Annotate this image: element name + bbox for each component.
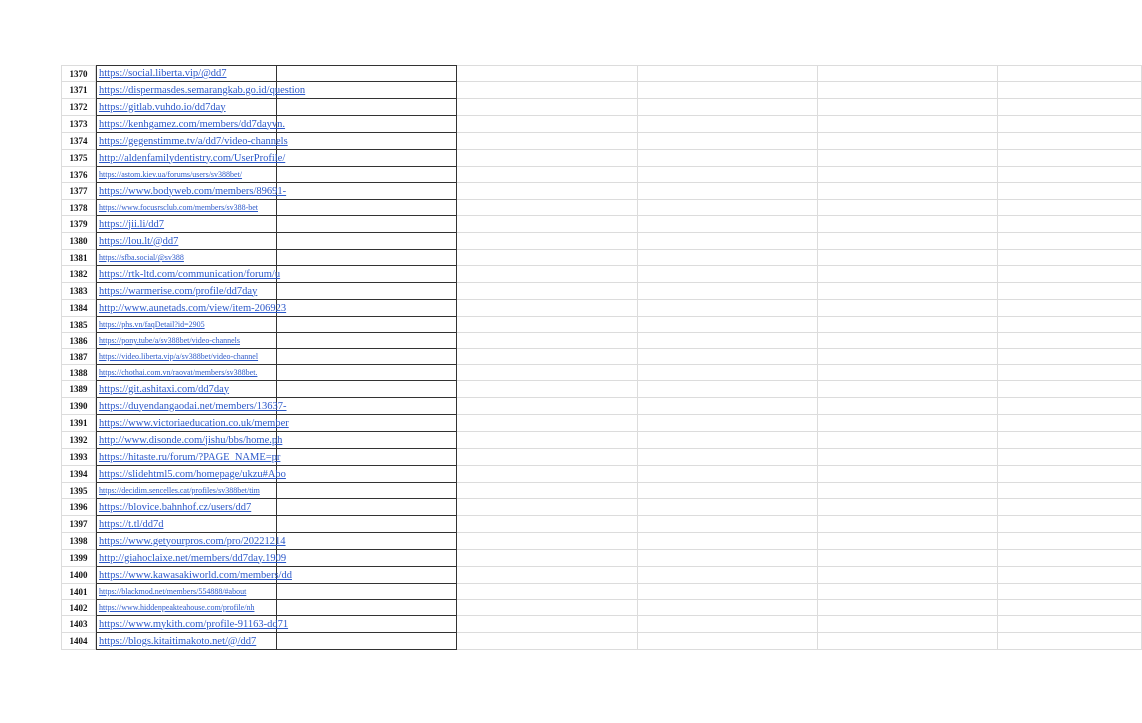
empty-cell — [277, 333, 457, 349]
empty-cell — [998, 333, 1142, 349]
empty-cell — [818, 633, 998, 650]
empty-cell — [818, 216, 998, 233]
url-link[interactable]: https://duyendangaodai.net/members/13637- — [96, 398, 277, 415]
row-number: 1373 — [61, 116, 96, 133]
row-number: 1395 — [61, 483, 96, 499]
row-number: 1375 — [61, 150, 96, 167]
empty-cell — [277, 82, 457, 99]
empty-cell — [457, 483, 638, 499]
empty-cell — [818, 449, 998, 466]
empty-cell — [457, 233, 638, 250]
empty-cell — [638, 233, 818, 250]
empty-cell — [457, 116, 638, 133]
empty-cell — [638, 499, 818, 516]
empty-cell — [457, 133, 638, 150]
empty-cell — [457, 65, 638, 82]
empty-cell — [638, 466, 818, 483]
row-number: 1380 — [61, 233, 96, 250]
empty-cell — [818, 283, 998, 300]
empty-cell — [638, 183, 818, 200]
empty-cell — [638, 283, 818, 300]
empty-cell — [818, 99, 998, 116]
row-number: 1385 — [61, 317, 96, 333]
empty-cell — [998, 116, 1142, 133]
empty-cell — [998, 300, 1142, 317]
empty-cell — [457, 183, 638, 200]
empty-cell — [277, 533, 457, 550]
empty-cell — [277, 183, 457, 200]
url-link[interactable]: https://gegenstimme.tv/a/dd7/video-channels — [96, 133, 277, 150]
empty-cell — [818, 365, 998, 381]
empty-cell — [457, 349, 638, 365]
empty-cell — [457, 99, 638, 116]
url-link[interactable]: http://giahoclaixe.net/members/dd7day.1909 — [96, 550, 277, 567]
empty-cell — [818, 550, 998, 567]
empty-cell — [638, 398, 818, 415]
empty-cell — [277, 99, 457, 116]
empty-cell — [818, 516, 998, 533]
empty-cell — [818, 300, 998, 317]
empty-cell — [818, 266, 998, 283]
empty-cell — [457, 200, 638, 216]
empty-cell — [277, 300, 457, 317]
empty-cell — [818, 483, 998, 499]
empty-cell — [457, 432, 638, 449]
empty-cell — [457, 398, 638, 415]
empty-cell — [818, 432, 998, 449]
empty-cell — [277, 150, 457, 167]
empty-cell — [818, 150, 998, 167]
url-link[interactable]: https://blovice.bahnhof.cz/users/dd7 — [96, 499, 277, 516]
empty-cell — [998, 317, 1142, 333]
empty-cell — [277, 200, 457, 216]
row-number: 1374 — [61, 133, 96, 150]
empty-cell — [457, 300, 638, 317]
url-link[interactable]: https://pony.tube/a/sv388bet/video-channels — [96, 333, 277, 349]
empty-cell — [818, 200, 998, 216]
empty-cell — [638, 381, 818, 398]
url-link[interactable]: http://www.disonde.com/jishu/bbs/home.ph — [96, 432, 277, 449]
empty-cell — [638, 99, 818, 116]
empty-cell — [818, 600, 998, 616]
url-link[interactable]: https://decidim.sencelles.cat/profiles/sv388bet/tim — [96, 483, 277, 499]
spreadsheet-grid — [61, 65, 963, 650]
row-number: 1396 — [61, 499, 96, 516]
row-number: 1397 — [61, 516, 96, 533]
row-number: 1389 — [61, 381, 96, 398]
empty-cell — [277, 216, 457, 233]
empty-cell — [818, 65, 998, 82]
empty-cell — [457, 567, 638, 584]
row-number: 1400 — [61, 567, 96, 584]
url-link[interactable]: https://lou.lt/@dd7 — [96, 233, 277, 250]
url-link[interactable]: https://www.kawasakiworld.com/members/dd — [96, 567, 277, 584]
empty-cell — [998, 567, 1142, 584]
row-number: 1371 — [61, 82, 96, 99]
empty-cell — [818, 116, 998, 133]
empty-cell — [818, 584, 998, 600]
empty-cell — [998, 200, 1142, 216]
empty-cell — [998, 233, 1142, 250]
empty-cell — [457, 550, 638, 567]
empty-cell — [457, 365, 638, 381]
row-number: 1394 — [61, 466, 96, 483]
empty-cell — [277, 466, 457, 483]
empty-cell — [457, 266, 638, 283]
url-link[interactable]: https://sfba.social/@sv388 — [96, 250, 277, 266]
empty-cell — [998, 216, 1142, 233]
url-link[interactable]: https://git.ashitaxi.com/dd7day — [96, 381, 277, 398]
empty-cell — [277, 365, 457, 381]
empty-cell — [998, 633, 1142, 650]
empty-cell — [638, 584, 818, 600]
url-link[interactable]: https://jii.li/dd7 — [96, 216, 277, 233]
empty-cell — [277, 116, 457, 133]
empty-cell — [638, 300, 818, 317]
empty-cell — [638, 250, 818, 266]
empty-cell — [638, 449, 818, 466]
empty-cell — [638, 150, 818, 167]
url-link[interactable]: https://chothai.com.vn/raovat/members/sv388bet. — [96, 365, 277, 381]
url-link[interactable]: https://slidehtml5.com/homepage/ukzu#Abo — [96, 466, 277, 483]
empty-cell — [998, 167, 1142, 183]
empty-cell — [457, 150, 638, 167]
empty-cell — [818, 499, 998, 516]
url-link[interactable]: https://gitlab.vuhdo.io/dd7day — [96, 99, 277, 116]
row-number: 1390 — [61, 398, 96, 415]
empty-cell — [638, 567, 818, 584]
empty-cell — [998, 99, 1142, 116]
empty-cell — [818, 415, 998, 432]
url-link[interactable]: https://blogs.kitaitimakoto.net/@/dd7 — [96, 633, 277, 650]
empty-cell — [818, 398, 998, 415]
url-link[interactable]: https://blackmod.net/members/554888/#about — [96, 584, 277, 600]
url-link[interactable]: https://www.focusrsclub.com/members/sv388-bet — [96, 200, 277, 216]
row-number: 1383 — [61, 283, 96, 300]
empty-cell — [277, 584, 457, 600]
url-link[interactable]: https://www.mykith.com/profile-91163-dd71 — [96, 616, 277, 633]
empty-cell — [998, 415, 1142, 432]
empty-cell — [277, 616, 457, 633]
empty-cell — [638, 533, 818, 550]
empty-cell — [277, 415, 457, 432]
empty-cell — [457, 283, 638, 300]
row-number: 1376 — [61, 167, 96, 183]
empty-cell — [277, 133, 457, 150]
url-link[interactable]: https://www.bodyweb.com/members/89691- — [96, 183, 277, 200]
empty-cell — [998, 266, 1142, 283]
empty-cell — [277, 381, 457, 398]
empty-cell — [277, 499, 457, 516]
empty-cell — [457, 633, 638, 650]
empty-cell — [638, 216, 818, 233]
empty-cell — [277, 233, 457, 250]
empty-cell — [457, 317, 638, 333]
empty-cell — [638, 349, 818, 365]
empty-cell — [457, 250, 638, 266]
empty-cell — [638, 432, 818, 449]
empty-cell — [818, 133, 998, 150]
empty-cell — [638, 616, 818, 633]
row-number: 1388 — [61, 365, 96, 381]
row-number: 1379 — [61, 216, 96, 233]
row-number: 1378 — [61, 200, 96, 216]
empty-cell — [277, 516, 457, 533]
empty-cell — [457, 584, 638, 600]
empty-cell — [998, 82, 1142, 99]
empty-cell — [998, 250, 1142, 266]
empty-cell — [277, 567, 457, 584]
empty-cell — [818, 167, 998, 183]
empty-cell — [638, 133, 818, 150]
empty-cell — [277, 483, 457, 499]
empty-cell — [998, 381, 1142, 398]
empty-cell — [998, 133, 1142, 150]
empty-cell — [277, 266, 457, 283]
empty-cell — [818, 317, 998, 333]
empty-cell — [998, 550, 1142, 567]
empty-cell — [998, 65, 1142, 82]
url-link[interactable]: https://hitaste.ru/forum/?PAGE_NAME=pr — [96, 449, 277, 466]
row-number: 1387 — [61, 349, 96, 365]
empty-cell — [277, 349, 457, 365]
empty-cell — [277, 633, 457, 650]
empty-cell — [998, 398, 1142, 415]
row-number: 1391 — [61, 415, 96, 432]
row-number: 1372 — [61, 99, 96, 116]
empty-cell — [457, 499, 638, 516]
empty-cell — [457, 533, 638, 550]
empty-cell — [457, 516, 638, 533]
row-number: 1393 — [61, 449, 96, 466]
empty-cell — [998, 183, 1142, 200]
url-link[interactable]: https://t.tl/dd7d — [96, 516, 277, 533]
empty-cell — [638, 415, 818, 432]
url-link[interactable]: https://dispermasdes.semarangkab.go.id/question — [96, 82, 277, 99]
url-link[interactable]: https://rtk-ltd.com/communication/forum/u — [96, 266, 277, 283]
empty-cell — [277, 600, 457, 616]
url-link[interactable]: https://astom.kiev.ua/forums/users/sv388bet/ — [96, 167, 277, 183]
row-number: 1398 — [61, 533, 96, 550]
url-link[interactable]: https://www.hiddenpeakteahouse.com/profile/nh — [96, 600, 277, 616]
empty-cell — [818, 233, 998, 250]
url-link[interactable]: https://phs.vn/faqDetail?id=2905 — [96, 317, 277, 333]
empty-cell — [638, 600, 818, 616]
empty-cell — [277, 550, 457, 567]
empty-cell — [277, 398, 457, 415]
empty-cell — [998, 600, 1142, 616]
empty-cell — [998, 584, 1142, 600]
empty-cell — [818, 333, 998, 349]
url-link[interactable]: https://www.getyourpros.com/pro/20221214 — [96, 533, 277, 550]
empty-cell — [818, 616, 998, 633]
empty-cell — [638, 317, 818, 333]
empty-cell — [818, 250, 998, 266]
empty-cell — [998, 616, 1142, 633]
empty-cell — [457, 167, 638, 183]
url-link[interactable]: https://www.victoriaeducation.co.uk/member — [96, 415, 277, 432]
empty-cell — [457, 600, 638, 616]
row-number: 1401 — [61, 584, 96, 600]
empty-cell — [457, 381, 638, 398]
empty-cell — [998, 365, 1142, 381]
empty-cell — [998, 533, 1142, 550]
url-link[interactable]: https://kenhgamez.com/members/dd7dayvn. — [96, 116, 277, 133]
empty-cell — [277, 283, 457, 300]
empty-cell — [818, 533, 998, 550]
empty-cell — [818, 567, 998, 584]
row-number: 1370 — [61, 65, 96, 82]
empty-cell — [457, 415, 638, 432]
empty-cell — [998, 432, 1142, 449]
row-number: 1377 — [61, 183, 96, 200]
url-link[interactable]: https://warmerise.com/profile/dd7day — [96, 283, 277, 300]
empty-cell — [638, 82, 818, 99]
empty-cell — [998, 349, 1142, 365]
empty-cell — [457, 466, 638, 483]
empty-cell — [277, 65, 457, 82]
url-link[interactable]: http://www.aunetads.com/view/item-206923 — [96, 300, 277, 317]
empty-cell — [457, 449, 638, 466]
empty-cell — [998, 483, 1142, 499]
row-number: 1384 — [61, 300, 96, 317]
empty-cell — [818, 381, 998, 398]
row-number: 1381 — [61, 250, 96, 266]
row-number: 1382 — [61, 266, 96, 283]
url-link[interactable]: https://social.liberta.vip/@dd7 — [96, 65, 277, 82]
empty-cell — [457, 616, 638, 633]
empty-cell — [818, 466, 998, 483]
empty-cell — [277, 250, 457, 266]
empty-cell — [638, 516, 818, 533]
empty-cell — [638, 333, 818, 349]
empty-cell — [998, 150, 1142, 167]
url-link[interactable]: http://aldenfamilydentistry.com/UserProfile/ — [96, 150, 277, 167]
empty-cell — [998, 449, 1142, 466]
empty-cell — [998, 516, 1142, 533]
row-number: 1404 — [61, 633, 96, 650]
empty-cell — [818, 82, 998, 99]
empty-cell — [457, 216, 638, 233]
empty-cell — [277, 449, 457, 466]
empty-cell — [998, 499, 1142, 516]
row-number: 1402 — [61, 600, 96, 616]
empty-cell — [457, 82, 638, 99]
row-number: 1399 — [61, 550, 96, 567]
empty-cell — [638, 167, 818, 183]
empty-cell — [277, 317, 457, 333]
empty-cell — [457, 333, 638, 349]
empty-cell — [638, 200, 818, 216]
empty-cell — [638, 116, 818, 133]
empty-cell — [998, 283, 1142, 300]
empty-cell — [277, 167, 457, 183]
empty-cell — [638, 483, 818, 499]
empty-cell — [638, 266, 818, 283]
url-link[interactable]: https://video.liberta.vip/a/sv388bet/video-channel — [96, 349, 277, 365]
empty-cell — [818, 183, 998, 200]
row-number: 1386 — [61, 333, 96, 349]
empty-cell — [818, 349, 998, 365]
empty-cell — [638, 65, 818, 82]
empty-cell — [638, 550, 818, 567]
empty-cell — [638, 633, 818, 650]
row-number: 1403 — [61, 616, 96, 633]
empty-cell — [277, 432, 457, 449]
row-number: 1392 — [61, 432, 96, 449]
empty-cell — [638, 365, 818, 381]
empty-cell — [998, 466, 1142, 483]
